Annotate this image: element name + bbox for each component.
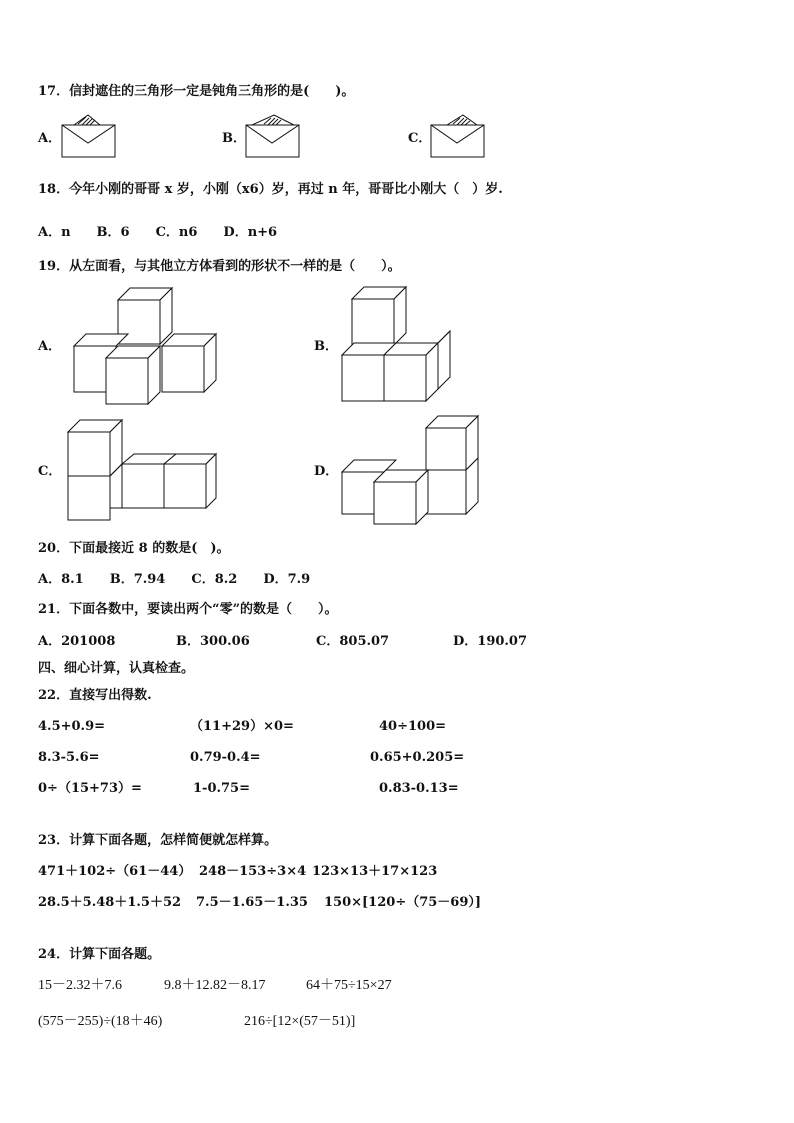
- q22-item: 1-0.75=: [193, 781, 250, 796]
- q17-stem: 17．信封遮住的三角形一定是钝角三角形的是( )。: [38, 84, 355, 99]
- q23-item: 123×13＋17×123: [312, 864, 438, 879]
- envelope-c-figure: [429, 113, 487, 159]
- q17-option-c-label[interactable]: C．: [408, 131, 432, 146]
- section-heading: 四、细心计算，认真检查。: [38, 661, 195, 676]
- q20-options[interactable]: A．8.1 B．7.94 C．8.2 D．7.9: [38, 572, 311, 587]
- q21-stem: 21．下面各数中，要读出两个“零”的数是（ ）。: [38, 602, 338, 617]
- q22-item: 8.3-5.6=: [38, 750, 100, 765]
- q23-item: 28.5＋5.48＋1.5＋52: [38, 895, 182, 910]
- q21-option-d[interactable]: D．190.07: [453, 634, 528, 649]
- q19-option-b-label[interactable]: B．: [314, 339, 338, 354]
- q21-option-b[interactable]: B．300.06: [176, 634, 250, 649]
- q21-option-a[interactable]: A．201008: [38, 634, 116, 649]
- q24-item: (575－255)÷(18＋46): [38, 1014, 163, 1029]
- q22-item: 0.83-0.13=: [379, 781, 459, 796]
- q23-item: 248－153÷3×4: [199, 864, 307, 879]
- q18-options[interactable]: A．n B．6 C．n6 D．n+6: [38, 225, 278, 240]
- q23-stem: 23．计算下面各题，怎样简便就怎样算。: [38, 833, 278, 848]
- envelope-a-figure: [60, 113, 118, 159]
- envelope-b-figure: [244, 113, 302, 159]
- q19-option-a-label[interactable]: A．: [38, 339, 62, 354]
- q17-option-b-label[interactable]: B．: [222, 131, 246, 146]
- q18-stem: 18．今年小刚的哥哥 x 岁，小刚（x6）岁，再过 n 年，哥哥比小刚大（ ）岁.: [38, 182, 503, 197]
- q22-stem: 22．直接写出得数.: [38, 688, 152, 703]
- q21-option-c[interactable]: C．805.07: [316, 634, 390, 649]
- q19-option-c-label[interactable]: C．: [38, 464, 62, 479]
- cube-stack-c-figure: [64, 420, 220, 522]
- cube-stack-d-figure: [340, 416, 482, 526]
- q24-item: 64＋75÷15×27: [306, 978, 392, 993]
- q22-item: 40÷100=: [379, 719, 447, 734]
- q24-item: 15－2.32＋7.6: [38, 978, 122, 993]
- q19-option-d-label[interactable]: D．: [314, 464, 339, 479]
- q20-stem: 20．下面最接近 8 的数是( )。: [38, 541, 230, 556]
- q23-item: 471＋102÷（61－44）: [38, 864, 192, 879]
- q24-item: 9.8＋12.82－8.17: [164, 978, 266, 993]
- q22-item: 0÷（15+73）=: [38, 781, 142, 796]
- q19-stem: 19．从左面看，与其他立方体看到的形状不一样的是（ ）。: [38, 259, 401, 274]
- q17-option-a-label[interactable]: A．: [38, 131, 62, 146]
- q22-item: 0.79-0.4=: [190, 750, 261, 765]
- q22-item: （11+29）×0=: [190, 719, 294, 734]
- q22-item: 0.65+0.205=: [370, 750, 465, 765]
- q24-item: 216÷[12×(57－51)]: [244, 1014, 356, 1029]
- cube-stack-a-figure: [70, 288, 222, 406]
- q22-item: 4.5+0.9=: [38, 719, 106, 734]
- q23-item: 150×[120÷（75－69）]: [324, 895, 482, 910]
- cube-stack-b-figure: [340, 287, 454, 405]
- q23-item: 7.5－1.65－1.35: [196, 895, 308, 910]
- q24-stem: 24．计算下面各题。: [38, 947, 161, 962]
